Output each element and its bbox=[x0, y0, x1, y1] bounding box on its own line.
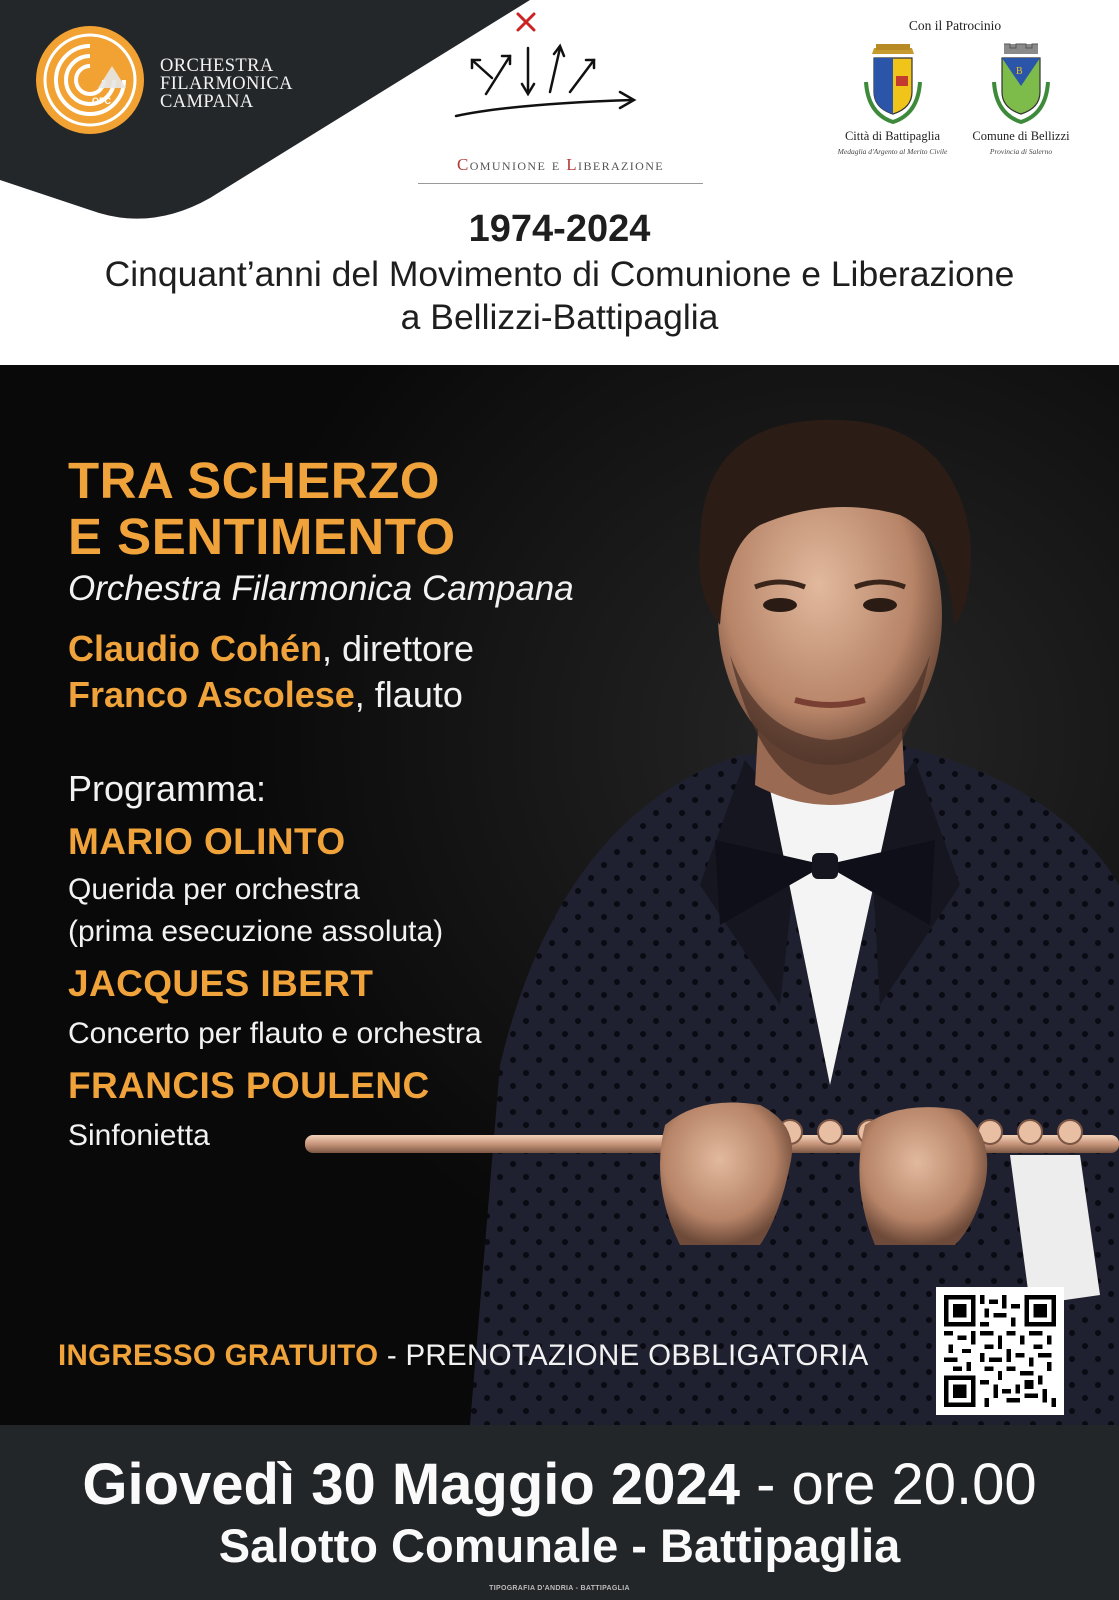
event-date bbox=[0, 1451, 1119, 1518]
bellizzi-crest-icon bbox=[990, 42, 1052, 124]
concert-panel bbox=[0, 365, 1119, 1425]
concert-title-line2: E SENTIMENTO bbox=[68, 508, 456, 565]
municipality-subtitle: Medaglia d'Argento al Merito Civile bbox=[837, 147, 948, 156]
anniversary-subtitle-line2: a Bellizzi-Battipaglia bbox=[400, 297, 719, 337]
ofc-line-3: CAMPANA bbox=[160, 92, 254, 112]
ofc-line-2: FILARMONICA bbox=[160, 74, 293, 94]
municipality-name: Città di Battipaglia bbox=[844, 129, 941, 143]
program-work: Querida per orchestra bbox=[68, 873, 360, 906]
battipaglia-crest-icon bbox=[862, 42, 924, 124]
anniversary-years: 1974-2024 bbox=[468, 208, 651, 250]
patronage-title: Con il Patrocinio bbox=[908, 18, 1002, 33]
header-band bbox=[0, 0, 1119, 365]
municipality-name: Comune di Bellizzi bbox=[972, 129, 1070, 143]
svg-text:B: B bbox=[1016, 66, 1023, 77]
entry-booking: - PRENOTAZIONE OBBLIGATORIA bbox=[378, 1339, 869, 1372]
performer-conductor bbox=[68, 628, 474, 670]
entry-free: INGRESSO GRATUITO bbox=[58, 1339, 379, 1372]
event-venue: Salotto Comunale - Battipaglia bbox=[218, 1519, 901, 1572]
performer-name: Franco Ascolese bbox=[68, 674, 355, 715]
orchestra-logo-icon bbox=[34, 24, 146, 136]
program-composer: MARIO OLINTO bbox=[68, 821, 346, 862]
movement-name-part2: Liberazione bbox=[566, 155, 665, 174]
performer-role: , flauto bbox=[354, 674, 463, 715]
program-work: (prima esecuzione assoluta) bbox=[68, 915, 444, 948]
entry-info bbox=[58, 1339, 869, 1373]
booking-qr-code[interactable] bbox=[936, 1287, 1064, 1415]
movement-name bbox=[418, 155, 703, 175]
event-time: - ore 20.00 bbox=[739, 1452, 1037, 1517]
program-composer: FRANCIS POULENC bbox=[68, 1065, 430, 1106]
movement-underline bbox=[418, 183, 703, 184]
event-date-text: Giovedì 30 Maggio 2024 bbox=[82, 1452, 740, 1517]
performer-flutist bbox=[68, 674, 463, 716]
qr-code-icon bbox=[944, 1295, 1056, 1407]
orchestra-logo-text bbox=[160, 57, 293, 111]
performer-name: Claudio Cohén bbox=[68, 628, 322, 669]
municipality-battipaglia bbox=[830, 129, 955, 156]
orchestra-name: Orchestra Filarmonica Campana bbox=[68, 569, 574, 608]
event-band bbox=[0, 1425, 1119, 1600]
program-label: Programma: bbox=[68, 768, 267, 809]
movement-emblem-icon bbox=[452, 8, 640, 126]
program-composer: JACQUES IBERT bbox=[68, 963, 374, 1004]
municipality-subtitle: Provincia di Salerno bbox=[989, 147, 1053, 156]
anniversary-subtitle-line1: Cinquant’anni del Movimento di Comunione e Liberazione bbox=[104, 254, 1015, 294]
municipality-bellizzi bbox=[960, 129, 1082, 156]
printer-credit: TIPOGRAFIA D'ANDRIA - BATTIPAGLIA bbox=[489, 1585, 630, 1592]
program-work: Concerto per flauto e orchestra bbox=[68, 1017, 482, 1050]
ofc-monogram: OFC bbox=[92, 96, 111, 106]
concert-title-line1: TRA SCHERZO bbox=[68, 452, 440, 509]
ofc-line-1: ORCHESTRA bbox=[160, 56, 274, 76]
performer-role: , direttore bbox=[322, 628, 475, 669]
movement-name-part1: Comunione e bbox=[456, 155, 567, 174]
program-work: Sinfonietta bbox=[68, 1119, 210, 1152]
